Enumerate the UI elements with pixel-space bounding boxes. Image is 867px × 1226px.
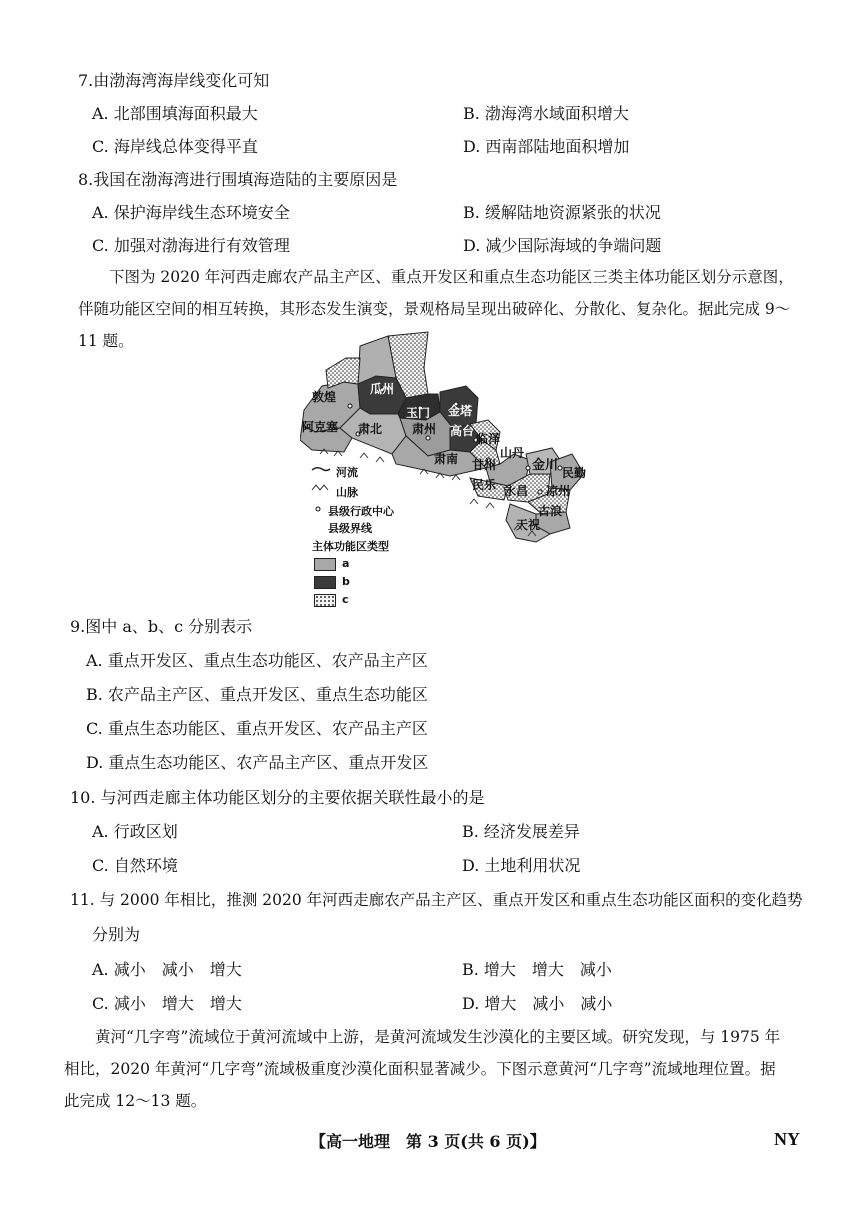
label-gaotai: 高台 (450, 424, 475, 438)
legend-swatch-a (314, 558, 336, 571)
q9-option-d: D. 重点生态功能区、农产品主产区、重点开发区 (86, 753, 429, 772)
river-legend-icon (312, 468, 330, 471)
label-ganzhou: 甘州 (472, 458, 497, 472)
q10-option-a: A. 行政区划 (92, 822, 178, 841)
legend-type-title: 主体功能区类型 (312, 540, 389, 553)
label-minle: 民乐 (472, 478, 497, 492)
county-center-legend-icon (316, 507, 320, 511)
label-guazhou: 瓜州 (370, 382, 395, 396)
q10-option-d: D. 土地利用状况 (462, 856, 581, 875)
legend-c-label: c (342, 593, 349, 606)
legend-mountain-label: 山脉 (336, 486, 358, 499)
intro-paragraph-9-11: 下图为 2020 年河西走廊农产品主产区、重点开发区和重点生态功能区三类主体功能区划分示意图，伴随功能区空间的相互转换，其形态发生演变，景观格局呈现出破碎化、分散化、复杂化。据此完成 9～11 题。 (78, 268, 794, 350)
label-jiuzhou: 肃州 (412, 422, 437, 436)
q11-option-b: B. 增大 增大 减小 (462, 960, 612, 979)
q9-stem: 9.图中 a、b、c 分别表示 (70, 617, 253, 636)
q11-stem-line2: 分别为 (92, 925, 141, 944)
label-subei: 肃北 (358, 422, 383, 436)
label-gulang: 古浪 (538, 504, 563, 518)
label-tianzhu: 天祝 (516, 518, 541, 532)
label-akesai: 阿克塞 (302, 420, 339, 434)
legend-swatch-b (314, 576, 336, 589)
label-dunhuang: 敦煌 (312, 390, 337, 404)
q11-option-d: D. 增大 减小 减小 (462, 994, 613, 1013)
label-jinta: 金塔 (448, 404, 473, 418)
q8-option-a: A. 保护海岸线生态环境安全 (92, 203, 290, 222)
hexi-corridor-map (300, 328, 590, 612)
q10-option-b: B. 经济发展差异 (462, 822, 580, 841)
legend-b-label: b (342, 575, 350, 588)
mountain-legend-icon (312, 485, 328, 490)
q7-option-b: B. 渤海湾水域面积增大 (463, 104, 629, 123)
label-shandan: 山丹 (500, 446, 525, 460)
q10-option-c: C. 自然环境 (92, 856, 178, 875)
q7-option-c: C. 海岸线总体变得平直 (92, 137, 258, 156)
label-liangzhou: 凉州 (546, 484, 571, 498)
label-jinchuan: 金川 (532, 458, 559, 473)
q9-option-b: B. 农产品主产区、重点开发区、重点生态功能区 (86, 685, 428, 704)
legend-swatch-c (314, 594, 336, 607)
page-footer: 【高一地理 第 3 页(共 6 页)】 (310, 1132, 546, 1151)
q7-option-d: D. 西南部陆地面积增加 (463, 137, 630, 156)
legend-a-label: a (342, 557, 350, 570)
label-sunan: 肃南 (434, 452, 459, 466)
label-yumen: 玉门 (406, 406, 431, 420)
q8-option-b: B. 缓解陆地资源紧张的状况 (463, 203, 661, 222)
q7-stem: 7.由渤海湾海岸线变化可知 (78, 71, 270, 90)
q11-stem-line1: 11. 与 2000 年相比，推测 2020 年河西走廊农产品主产区、重点开发区和重点生态功能区面积的变化趋势 (70, 891, 803, 909)
q11-option-c: C. 减小 增大 增大 (92, 994, 242, 1013)
footer-code: NY (774, 1129, 800, 1149)
label-yongchang: 永昌 (504, 484, 529, 498)
q9-option-a: A. 重点开发区、重点生态功能区、农产品主产区 (86, 651, 428, 670)
legend-county-center-label: 县级行政中心 (328, 505, 394, 518)
q8-option-d: D. 减少国际海域的争端问题 (463, 236, 662, 255)
q10-stem: 10. 与河西走廊主体功能区划分的主要依据关联性最小的是 (70, 788, 485, 807)
q9-option-c: C. 重点生态功能区、重点开发区、农产品主产区 (86, 719, 428, 738)
label-minqin: 民勤 (562, 466, 587, 480)
q8-option-c: C. 加强对渤海进行有效管理 (92, 236, 290, 255)
legend-county-boundary-label: 县级界线 (328, 522, 372, 535)
legend-river-label: 河流 (336, 466, 358, 479)
label-linze: 临泽 (476, 432, 501, 446)
intro-paragraph-12-13: 黄河“几字弯”流域位于黄河流域中上游，是黄河流域发生沙漠化的主要区域。研究发现，与 1975 年相比，2020 年黄河“几字弯”流域极重度沙漠化面积显著减少。下图示意黄河“几字弯”流域地理位置。据此完成 12～13 题。 (64, 1028, 781, 1110)
q7-option-a: A. 北部围填海面积最大 (92, 104, 258, 123)
q11-option-a: A. 减小 减小 增大 (92, 960, 242, 979)
q8-stem: 8.我国在渤海湾进行围填海造陆的主要原因是 (78, 170, 398, 189)
